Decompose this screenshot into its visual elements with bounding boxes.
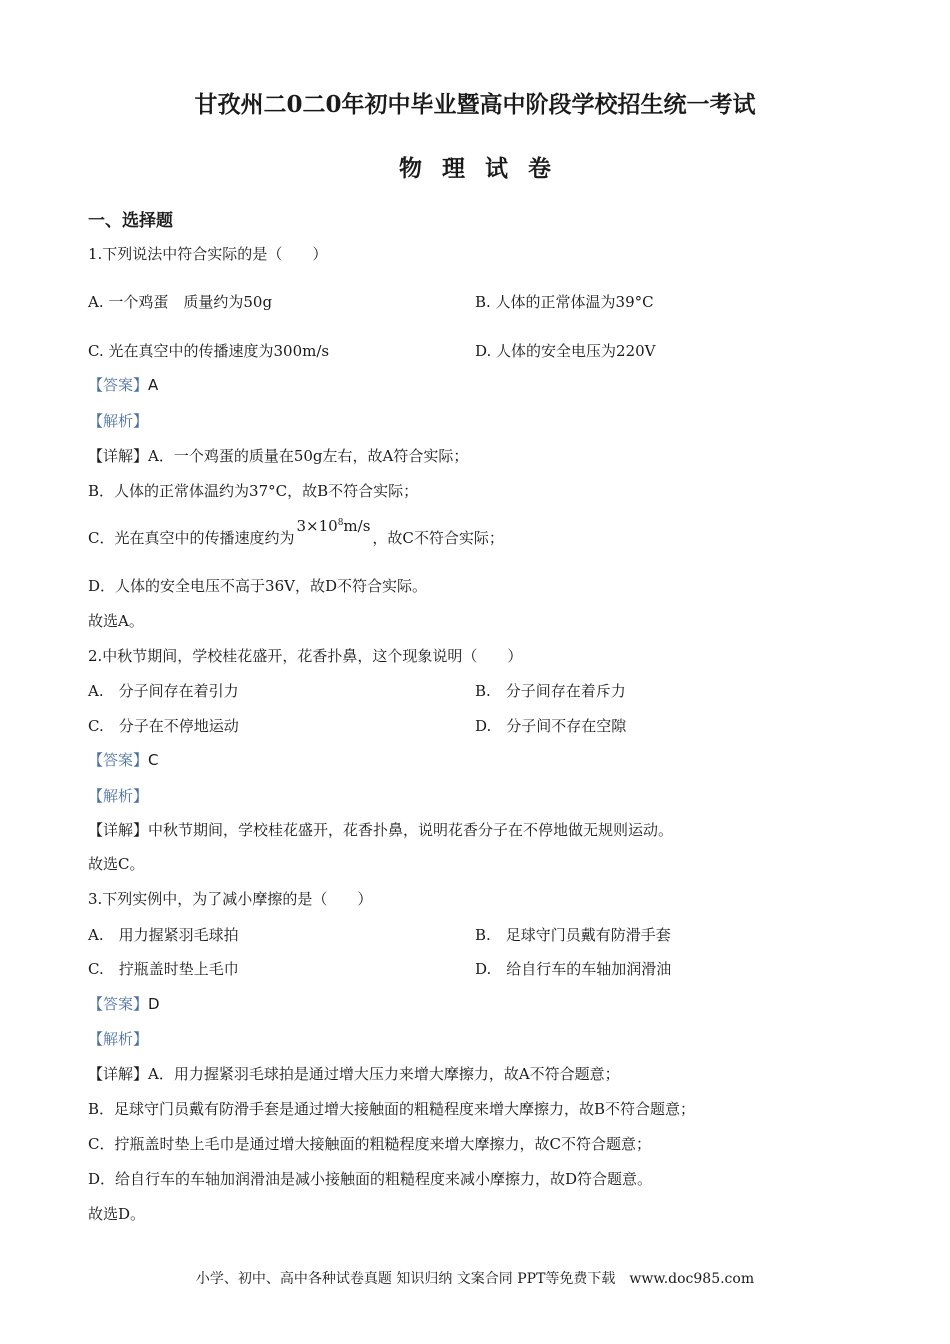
q3-detail-4: D．给自行车的车轴加润滑油是减小接触面的粗糙程度来减小摩擦力，故D符合题意。 bbox=[88, 1170, 653, 1188]
q3-stem: 3.下列实例中，为了减小摩擦的是（ ） bbox=[88, 890, 373, 908]
q1-stem: 1.下列说法中符合实际的是（ ） bbox=[88, 245, 328, 263]
answer-value: C bbox=[148, 751, 159, 769]
q3-conclusion: 故选D。 bbox=[88, 1205, 146, 1223]
q3-option-b: B. 足球守门员戴有防滑手套 bbox=[475, 926, 671, 944]
q1-conclusion: 故选A。 bbox=[88, 612, 144, 630]
q2-detail-1: 【详解】中秋节期间，学校桂花盛开，花香扑鼻，说明花香分子在不停地做无规则运动。 bbox=[88, 821, 674, 839]
answer-tag: 【答案】 bbox=[88, 751, 149, 769]
q2-answer bbox=[88, 749, 159, 770]
q1-detail-4: D．人体的安全电压不高于36V，故D不符合实际。 bbox=[88, 577, 427, 595]
exam-title: 甘孜州二0二0年初中毕业暨高中阶段学校招生统一考试 bbox=[194, 91, 756, 118]
detail-text: ，故C不符合实际； bbox=[372, 529, 504, 547]
q3-detail-2: B．足球守门员戴有防滑手套是通过增大接触面的粗糙程度来增大摩擦力，故B不符合题意； bbox=[88, 1100, 696, 1118]
exam-subtitle: 物理试卷 bbox=[399, 155, 571, 182]
speed-formula: $3\times 10^8m/s$ bbox=[296, 517, 371, 535]
q3-detail-1: 【详解】A．用力握紧羽毛球拍是通过增大压力来增大摩擦力，故A不符合题意； bbox=[88, 1065, 620, 1083]
q3-analysis-tag: 【解析】 bbox=[88, 1030, 149, 1048]
q2-option-a: A. 分子间存在着引力 bbox=[88, 682, 239, 700]
q1-analysis-tag: 【解析】 bbox=[88, 412, 149, 430]
q1-detail-1: 【详解】A．一个鸡蛋的质量在50g左右，故A符合实际； bbox=[88, 447, 469, 465]
q1-detail-2: B．人体的正常体温约为37°C，故B不符合实际； bbox=[88, 482, 419, 500]
q2-option-c: C. 分子在不停地运动 bbox=[88, 717, 239, 735]
q2-option-d: D. 分子间不存在空隙 bbox=[475, 717, 627, 735]
q3-answer bbox=[88, 993, 160, 1014]
q2-option-b: B. 分子间存在着斥力 bbox=[475, 682, 626, 700]
q1-option-a: A. 一个鸡蛋 质量约为50g bbox=[88, 293, 273, 311]
answer-value: A bbox=[148, 376, 159, 394]
answer-tag: 【答案】 bbox=[88, 995, 149, 1013]
q3-option-c: C. 拧瓶盖时垫上毛巾 bbox=[88, 960, 239, 978]
q2-stem: 2.中秋节期间，学校桂花盛开，花香扑鼻，这个现象说明（ ） bbox=[88, 647, 523, 665]
detail-text: C．光在真空中的传播速度约为 bbox=[88, 529, 295, 547]
q1-detail-3 bbox=[88, 517, 504, 548]
q1-option-b: B. 人体的正常体温为39°C bbox=[475, 293, 654, 311]
q3-option-a: A. 用力握紧羽毛球拍 bbox=[88, 926, 239, 944]
page-footer: 小学、初中、高中各种试卷真题 知识归纳 文案合同 PPT等免费下载 www.doc985.com bbox=[195, 1271, 755, 1287]
q1-option-d: D. 人体的安全电压为220V bbox=[475, 342, 656, 360]
section-heading: 一、选择题 bbox=[88, 211, 173, 231]
q2-analysis-tag: 【解析】 bbox=[88, 787, 149, 805]
q2-conclusion: 故选C。 bbox=[88, 855, 145, 873]
answer-tag: 【答案】 bbox=[88, 376, 149, 394]
answer-value: D bbox=[148, 995, 160, 1013]
q1-answer bbox=[88, 374, 158, 395]
q3-option-d: D. 给自行车的车轴加润滑油 bbox=[475, 960, 672, 978]
q3-detail-3: C．拧瓶盖时垫上毛巾是通过增大接触面的粗糙程度来增大摩擦力，故C不符合题意； bbox=[88, 1135, 651, 1153]
q1-option-c: C. 光在真空中的传播速度为300m/s bbox=[88, 342, 330, 360]
